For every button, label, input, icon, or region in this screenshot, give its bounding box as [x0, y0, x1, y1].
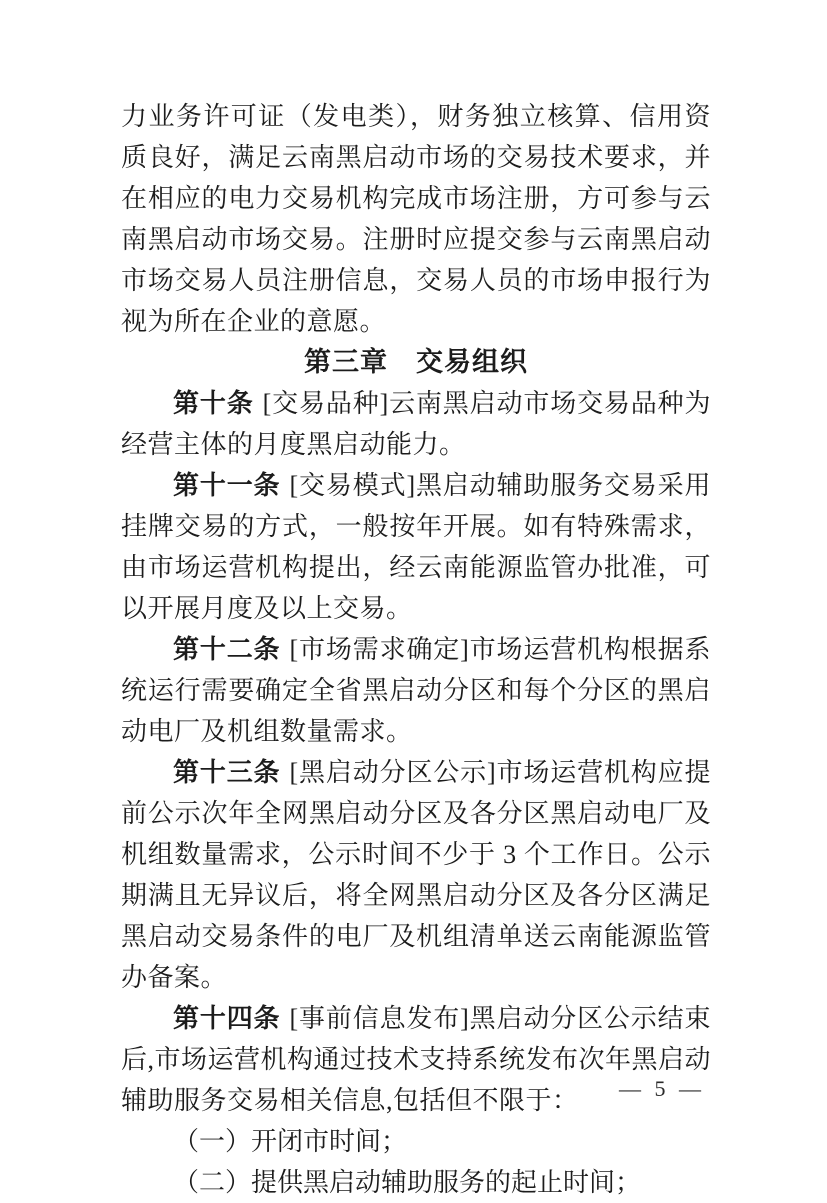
list-item-2: （二）提供黑启动辅助服务的起止时间；	[173, 1168, 642, 1197]
article-10-label: 第十条	[173, 388, 254, 418]
article-14	[121, 998, 711, 1121]
article-10	[121, 383, 711, 465]
article-14-label: 第十四条	[173, 1003, 281, 1033]
article-11-label: 第十一条	[173, 470, 281, 500]
article-10-text: [交易品种]云南黑启动市场交易品种为经营主体的月度黑启动能力。	[121, 389, 711, 459]
article-13-text: [黑启动分区公示]市场运营机构应提前公示次年全网黑启动分区及各分区黑启动电厂及机组数量需求，公示时间不少于 3 个工作日。公示期满且无异议后，将全网黑启动分区及各分区满足黑启动交易条件的电厂及机组清单送云南能源监管办备案。	[121, 758, 711, 992]
article-13-label: 第十三条	[173, 757, 281, 787]
page-number: — 5 —	[619, 1076, 705, 1101]
article-11	[121, 465, 711, 629]
article-14-text: [事前信息发布]黑启动分区公示结束后,市场运营机构通过技术支持系统发布次年黑启动辅助服务交易相关信息,包括但不限于：	[121, 1004, 712, 1115]
list-item-1: （一）开闭市时间；	[173, 1127, 408, 1156]
paragraph-continuation: 力业务许可证（发电类），财务独立核算、信用资质良好，满足云南黑启动市场的交易技术要求，并在相应的电力交易机构完成市场注册，方可参与云南黑启动市场交易。注册时应提交参与云南黑启动市场交易人员注册信息，交易人员的市场申报行为视为所在企业的意愿。	[121, 102, 711, 336]
article-12-label: 第十二条	[173, 634, 281, 664]
article-12	[121, 629, 711, 752]
document-content	[121, 96, 711, 1203]
article-13	[121, 752, 711, 998]
article-12-text: [市场需求确定]市场运营机构根据系统运行需要确定全省黑启动分区和每个分区的黑启动电厂及机组数量需求。	[121, 635, 711, 746]
article-11-text: [交易模式]黑启动辅助服务交易采用挂牌交易的方式，一般按年开展。如有特殊需求，由市场运营机构提出，经云南能源监管办批准，可以开展月度及以上交易。	[121, 471, 711, 623]
chapter-heading: 第三章 交易组织	[304, 347, 528, 377]
